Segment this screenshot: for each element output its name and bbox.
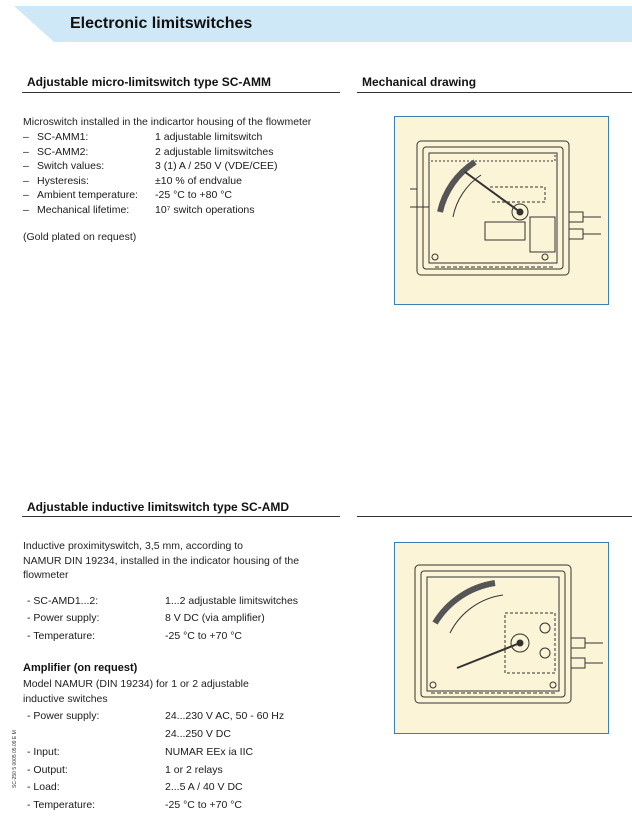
mechanical-drawing-amm xyxy=(394,116,609,305)
amm-heading-rule xyxy=(22,92,340,93)
flowmeter-housing-drawing-icon xyxy=(395,117,608,304)
amm-note: (Gold plated on request) xyxy=(23,231,137,243)
amplifier-line2: inductive switches xyxy=(23,692,108,705)
amm-intro: Microswitch installed in the indicartor housing of the flowmeter xyxy=(23,116,312,128)
mech-heading: Mechanical drawing xyxy=(362,75,477,89)
amd-intro-line2: NAMUR DIN 19234, installed in the indicator housing of the xyxy=(23,554,300,567)
amm-heading: Adjustable micro-limitswitch type SC-AMM xyxy=(27,75,272,89)
mechanical-drawing-amd xyxy=(394,542,609,734)
amd-intro-line1: Inductive proximityswitch, 3,5 mm, according to xyxy=(23,540,243,552)
page-title: Electronic limitswitches xyxy=(70,15,253,32)
amd-intro-line3: flowmeter xyxy=(23,569,69,581)
mech-heading-rule xyxy=(357,92,632,93)
amplifier-line1: Model NAMUR (DIN 19234) for 1 or 2 adjustable xyxy=(23,678,249,690)
document-code: SC-250 5 0005 05.09 E M xyxy=(12,730,18,788)
amd-heading: Adjustable inductive limitswitch type SC-AMD xyxy=(27,500,290,514)
flowmeter-housing-inductive-drawing-icon xyxy=(395,543,608,733)
amplifier-heading: Amplifier (on request) xyxy=(23,662,138,674)
amd-heading-rule xyxy=(22,516,340,517)
right-column-rule xyxy=(357,516,632,517)
